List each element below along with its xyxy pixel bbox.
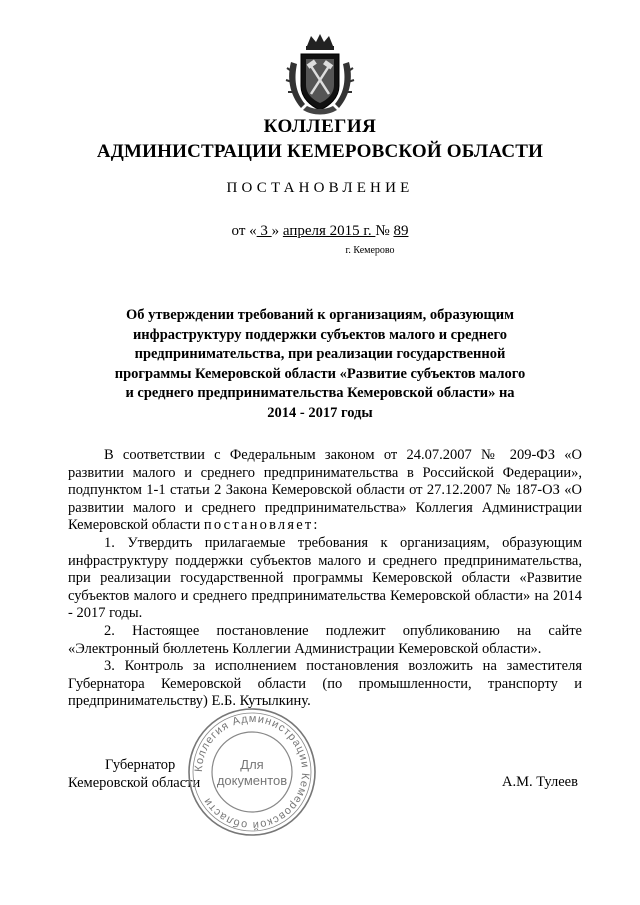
city-label: г. Кемерово — [345, 245, 395, 256]
resolves-word: постановляет: — [203, 517, 320, 534]
date-mid: » — [271, 223, 283, 239]
date-month-year: апреля 2015 г. — [282, 223, 376, 239]
stamp-center-line-2: документов — [216, 773, 288, 788]
document-title: Об утверждении требований к организациям, образующим инфраструктуру поддержки субъектов малого и среднего предпринимательства, при реализации государственной программы Кемеровской области «Развитие субъектов малого и среднего предпринимательства Кемеровской области» на 2014 - 2017 годы — [114, 307, 526, 421]
official-stamp — [186, 706, 318, 838]
position-line-1: Губернатор — [105, 757, 176, 773]
clause-3: 3. Контроль за исполнением постановления возложить на заместителя Губернатора Кемеровской области (по промышленности, транспорту и предпринимательству) Е.Б. Кутылкину. — [68, 658, 582, 710]
date-day: 3 — [256, 223, 272, 239]
date-line — [0, 223, 640, 240]
number-prefix: № — [375, 223, 394, 239]
clause-1: 1. Утвердить прилагаемые требования к организациям, образующим инфраструктуру поддержки субъектов малого и среднего предпринимательства, при реализации государственной программы Кемеровской области «Развитие субъектов малого и среднего предпринимательства Кемеровской области» на 2014 - 2017 годы. — [68, 534, 582, 622]
preamble-paragraph — [68, 447, 582, 535]
position-line-2: Кемеровской области — [68, 775, 201, 791]
document-number: 89 — [393, 223, 409, 239]
stamp-ring-text: Коллегия Администрации Кемеровской области — [192, 712, 312, 832]
document-type-heading: ПОСТАНОВЛЕНИЕ — [226, 180, 414, 196]
date-prefix: от « — [231, 223, 257, 239]
signatory-position — [68, 756, 200, 792]
signatory-name: А.М. Тулеев — [502, 774, 578, 790]
college-heading: КОЛЛЕГИЯ — [263, 116, 377, 137]
svg-text:Коллегия Администрации Кемеров — [193, 713, 311, 831]
stamp-center-line-1: Для — [240, 757, 264, 772]
preamble-text: В соответствии с Федеральным законом от 24.07.2007 № 209-ФЗ «О развитии малого и среднего предпринимательства в Российской Федерации», подпунктом 1-1 статьи 2 Закона Кемеровской области от 27.12.2007 № 187-ОЗ «О развитии малого и среднего предпринимательства» Коллегия Администрации Кемеровской области — [68, 447, 582, 534]
clause-2: 2. Настоящее постановление подлежит опубликованию на сайте «Электронный бюллетень Коллегии Администрации Кемеровской области». — [68, 622, 582, 657]
document-body — [68, 447, 582, 711]
coat-of-arms-icon — [283, 32, 357, 118]
administration-heading: АДМИНИСТРАЦИИ КЕМЕРОВСКОЙ ОБЛАСТИ — [96, 141, 544, 162]
